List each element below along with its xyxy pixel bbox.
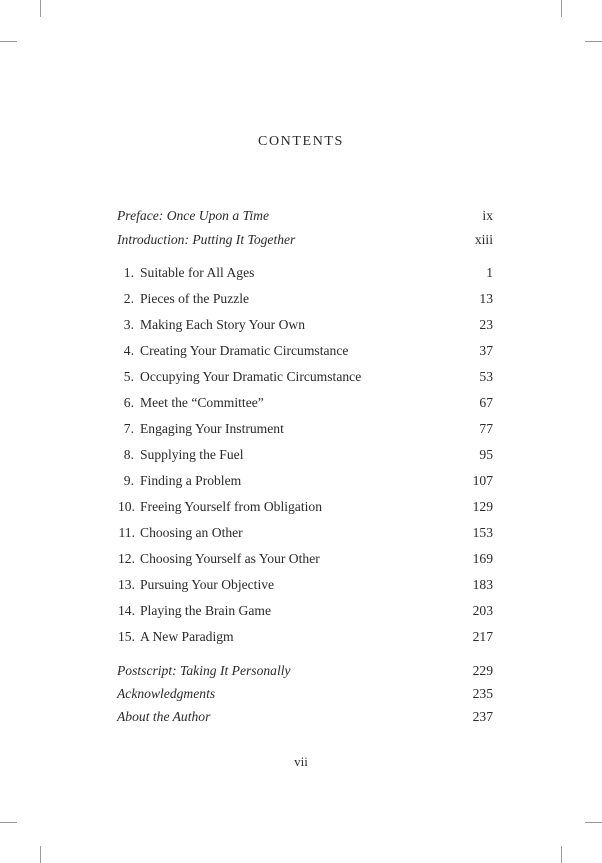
toc-entry-chapter-3 <box>117 315 493 335</box>
toc-entry-page: 23 <box>479 317 493 332</box>
toc-entry-label: Choosing Yourself as Your Other <box>140 551 320 566</box>
toc-entry-page: 203 <box>472 603 493 618</box>
chapter-number: 11. <box>118 525 135 540</box>
crop-mark-top-right <box>561 0 562 17</box>
toc-entry-chapter-6 <box>117 393 493 413</box>
toc-entry-label: About the Author <box>117 709 211 724</box>
chapter-number: 8. <box>123 447 134 462</box>
toc-entry-page: ix <box>482 208 493 223</box>
toc-entry-chapter-15 <box>117 627 493 647</box>
crop-mark-top-right-h <box>585 41 602 42</box>
toc-entry-page: 229 <box>472 663 493 678</box>
chapter-number: 6. <box>123 395 134 410</box>
toc-entry-acknowledgments <box>117 684 493 704</box>
toc-entry-chapter-2 <box>117 289 493 309</box>
toc-entry-chapter-5 <box>117 367 493 387</box>
chapter-number: 13. <box>118 577 135 592</box>
toc-entry-page: 37 <box>479 343 493 358</box>
toc-entry-page: 169 <box>472 551 493 566</box>
toc-entry-postscript <box>117 661 493 681</box>
toc-entry-label: Acknowledgments <box>117 686 216 701</box>
toc-entry-introduction <box>117 230 493 250</box>
toc-entry-label: Choosing an Other <box>140 525 243 540</box>
toc-entry-chapter-9 <box>117 471 493 491</box>
toc-entry-chapter-1 <box>117 263 493 283</box>
crop-mark-bottom-left-h <box>0 822 17 823</box>
crop-mark-bottom-left <box>40 846 41 863</box>
chapter-number: 7. <box>123 421 134 436</box>
toc-entry-label: Playing the Brain Game <box>140 603 271 618</box>
page-title: CONTENTS <box>258 134 344 149</box>
toc-entry-label: Creating Your Dramatic Circumstance <box>140 343 349 358</box>
toc-entry-label: Occupying Your Dramatic Circumstance <box>140 369 362 384</box>
toc-entry-chapter-12 <box>117 549 493 569</box>
toc-entry-page: 95 <box>479 447 493 462</box>
toc-entry-preface <box>117 206 493 226</box>
toc-entry-label: Pieces of the Puzzle <box>140 291 250 306</box>
chapter-number: 15. <box>118 629 135 644</box>
toc-entry-page: 237 <box>472 709 493 724</box>
toc-entry-label: A New Paradigm <box>140 629 234 644</box>
chapter-number: 5. <box>123 369 134 384</box>
toc-entry-chapter-4 <box>117 341 493 361</box>
toc-entry-page: 1 <box>486 265 493 280</box>
crop-mark-bottom-right <box>561 846 562 863</box>
toc-entry-page: 53 <box>479 369 493 384</box>
toc-entry-page: 217 <box>472 629 493 644</box>
toc-entry-label: Suitable for All Ages <box>140 265 255 280</box>
toc-entry-label: Pursuing Your Objective <box>140 577 275 592</box>
toc-entry-label: Making Each Story Your Own <box>140 317 306 332</box>
toc-entry-label: Freeing Yourself from Obligation <box>140 499 322 514</box>
toc-entry-page: 153 <box>472 525 493 540</box>
toc-entry-label: Introduction: Putting It Together <box>117 232 296 247</box>
chapter-number: 1. <box>123 265 134 280</box>
toc-entry-about-author <box>117 707 493 727</box>
chapter-number: 12. <box>118 551 135 566</box>
toc-entry-chapter-14 <box>117 601 493 621</box>
crop-mark-bottom-right-h <box>585 822 602 823</box>
toc-entry-label: Preface: Once Upon a Time <box>117 208 270 223</box>
toc-entry-chapter-13 <box>117 575 493 595</box>
toc-entry-page: 183 <box>472 577 493 592</box>
toc-entry-page: 77 <box>479 421 493 436</box>
toc-entry-page: 129 <box>472 499 493 514</box>
page-number: vii <box>294 754 308 769</box>
toc-entry-label: Finding a Problem <box>140 473 242 488</box>
toc-entry-label: Engaging Your Instrument <box>140 421 284 436</box>
toc-entry-chapter-7 <box>117 419 493 439</box>
toc-entry-page: 67 <box>479 395 493 410</box>
toc-entry-page: 107 <box>472 473 493 488</box>
chapter-number: 3. <box>123 317 134 332</box>
chapter-number: 4. <box>123 343 134 358</box>
toc-entry-label: Supplying the Fuel <box>140 447 244 462</box>
chapter-number: 10. <box>118 499 135 514</box>
toc-entry-page: 13 <box>479 291 493 306</box>
toc-entry-chapter-11 <box>117 523 493 543</box>
toc-entry-chapter-10 <box>117 497 493 517</box>
toc-entry-label: Postscript: Taking It Personally <box>117 663 291 678</box>
chapter-number: 9. <box>123 473 134 488</box>
crop-mark-top-left <box>40 0 41 17</box>
crop-mark-top-left-h <box>0 41 17 42</box>
toc-entry-page: 235 <box>472 686 493 701</box>
toc-entry-page: xiii <box>474 232 493 247</box>
chapter-number: 14. <box>118 603 135 618</box>
toc-entry-chapter-8 <box>117 445 493 465</box>
toc-entry-label: Meet the “Committee” <box>140 395 264 410</box>
chapter-number: 2. <box>123 291 134 306</box>
